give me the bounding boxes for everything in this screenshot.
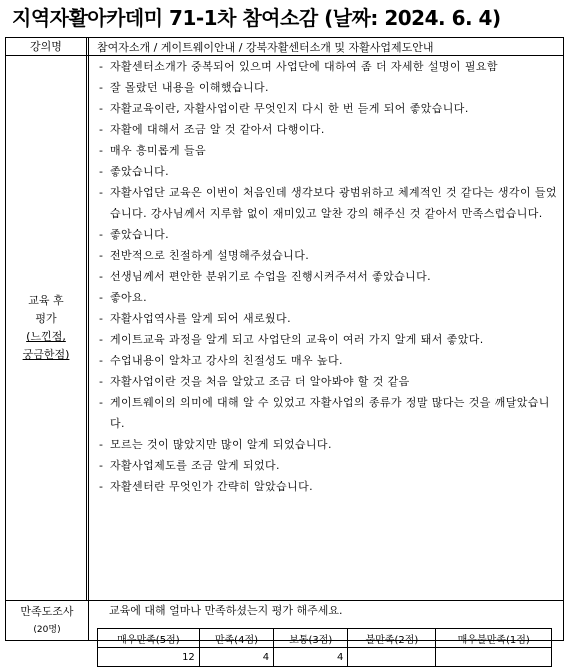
course-label-text: 강의명	[30, 39, 62, 53]
respondent-count: (20명)	[33, 624, 61, 635]
comment-item: - 좋았습니다.	[91, 224, 563, 245]
comment-item: - 잘 몰랐던 내용을 이해했습니다.	[91, 77, 563, 98]
evaluation-label-line2: 평가	[35, 312, 57, 325]
satisfaction-value-row	[98, 648, 552, 667]
score-column-header: 매우불만족(1점)	[436, 629, 552, 648]
score-count-cell: 4	[274, 648, 348, 667]
evaluation-label	[6, 56, 89, 600]
comment-item: - 수업내용이 알차고 강사의 친절성도 매우 높다.	[91, 350, 563, 371]
satisfaction-table	[97, 628, 552, 667]
score-count-cell: 12	[98, 648, 200, 667]
comment-item: - 자활사업제도를 조금 알게 되었다.	[91, 455, 563, 476]
course-title: 참여자소개 / 게이트웨이안내 / 강북자활센터소개 및 자활사업제도안내	[97, 41, 434, 54]
satisfaction-question: 교육에 대해 얼마나 만족하셨는지 평가 해주세요.	[109, 604, 343, 617]
comment-item: - 자활센터소개가 중복되어 있으며 사업단에 대하여 좀 더 자세한 설명이 필요함	[91, 56, 563, 77]
score-count-cell: 4	[199, 648, 273, 667]
course-label	[6, 38, 89, 55]
comment-item: - 자활사업단 교육은 이번이 처음인데 생각보다 광범위하고 체계적인 것 같다는 생각이 들었습니다. 강사님께서 지루함 없이 재미있고 알찬 강의 해주신 것 같아서 만족스럽습니다.	[91, 182, 563, 224]
comment-item: - 좋았습니다.	[91, 161, 563, 182]
comment-item: - 게이트교육 과정을 알게 되고 사업단의 교육이 여러 가지 알게 돼서 좋았다.	[91, 329, 563, 350]
comment-item: - 게이트웨이의 의미에 대해 알 수 있었고 자활사업의 종류가 정말 많다는 것을 깨달았습니다.	[91, 392, 563, 434]
score-column-header: 불만족(2점)	[348, 629, 436, 648]
comment-item: - 좋아요.	[91, 287, 563, 308]
score-count-cell	[436, 648, 552, 667]
comment-item: - 선생님께서 편안한 분위기로 수업을 진행시켜주셔서 좋았습니다.	[91, 266, 563, 287]
score-count-cell	[348, 648, 436, 667]
score-column-header: 만족(4점)	[199, 629, 273, 648]
comments-cell	[91, 56, 563, 600]
comment-item: - 자활센터란 무엇인가 간략히 알았습니다.	[91, 476, 563, 497]
course-cell	[91, 38, 563, 55]
comment-item: - 자활사업역사를 알게 되어 새로웠다.	[91, 308, 563, 329]
comment-item: - 자활사업이란 것을 처음 알았고 조금 더 알아봐야 할 것 같음	[91, 371, 563, 392]
score-column-header: 매우만족(5점)	[98, 629, 200, 648]
page-title: 지역자활아카데미 71-1차 참여소감 (날짜: 2024. 6. 4)	[12, 6, 501, 30]
comment-item: - 모르는 것이 많았지만 많이 알게 되었습니다.	[91, 434, 563, 455]
comment-item: - 매우 흥미롭게 들음	[91, 140, 563, 161]
comment-item: - 자활에 대해서 조금 알 것 같아서 다행이다.	[91, 119, 563, 140]
evaluation-label-line3: (느낀점,	[26, 330, 66, 343]
score-column-header: 보통(3점)	[274, 629, 348, 648]
satisfaction-cell	[89, 601, 563, 663]
comment-item: - 전반적으로 친절하게 설명해주셨습니다.	[91, 245, 563, 266]
satisfaction-label	[6, 601, 89, 640]
satisfaction-row	[6, 601, 563, 663]
evaluation-label-line4: 궁금한점)	[22, 348, 70, 361]
course-row	[6, 38, 563, 56]
evaluation-label-line1: 교육 후	[28, 294, 64, 307]
evaluation-row	[6, 56, 563, 601]
evaluation-form	[5, 37, 564, 663]
comment-item: - 자활교육이란, 자활사업이란 무엇인지 다시 한 번 듣게 되어 좋았습니다.	[91, 98, 563, 119]
comment-list	[91, 56, 563, 497]
satisfaction-label-text: 만족도조사	[20, 604, 74, 618]
